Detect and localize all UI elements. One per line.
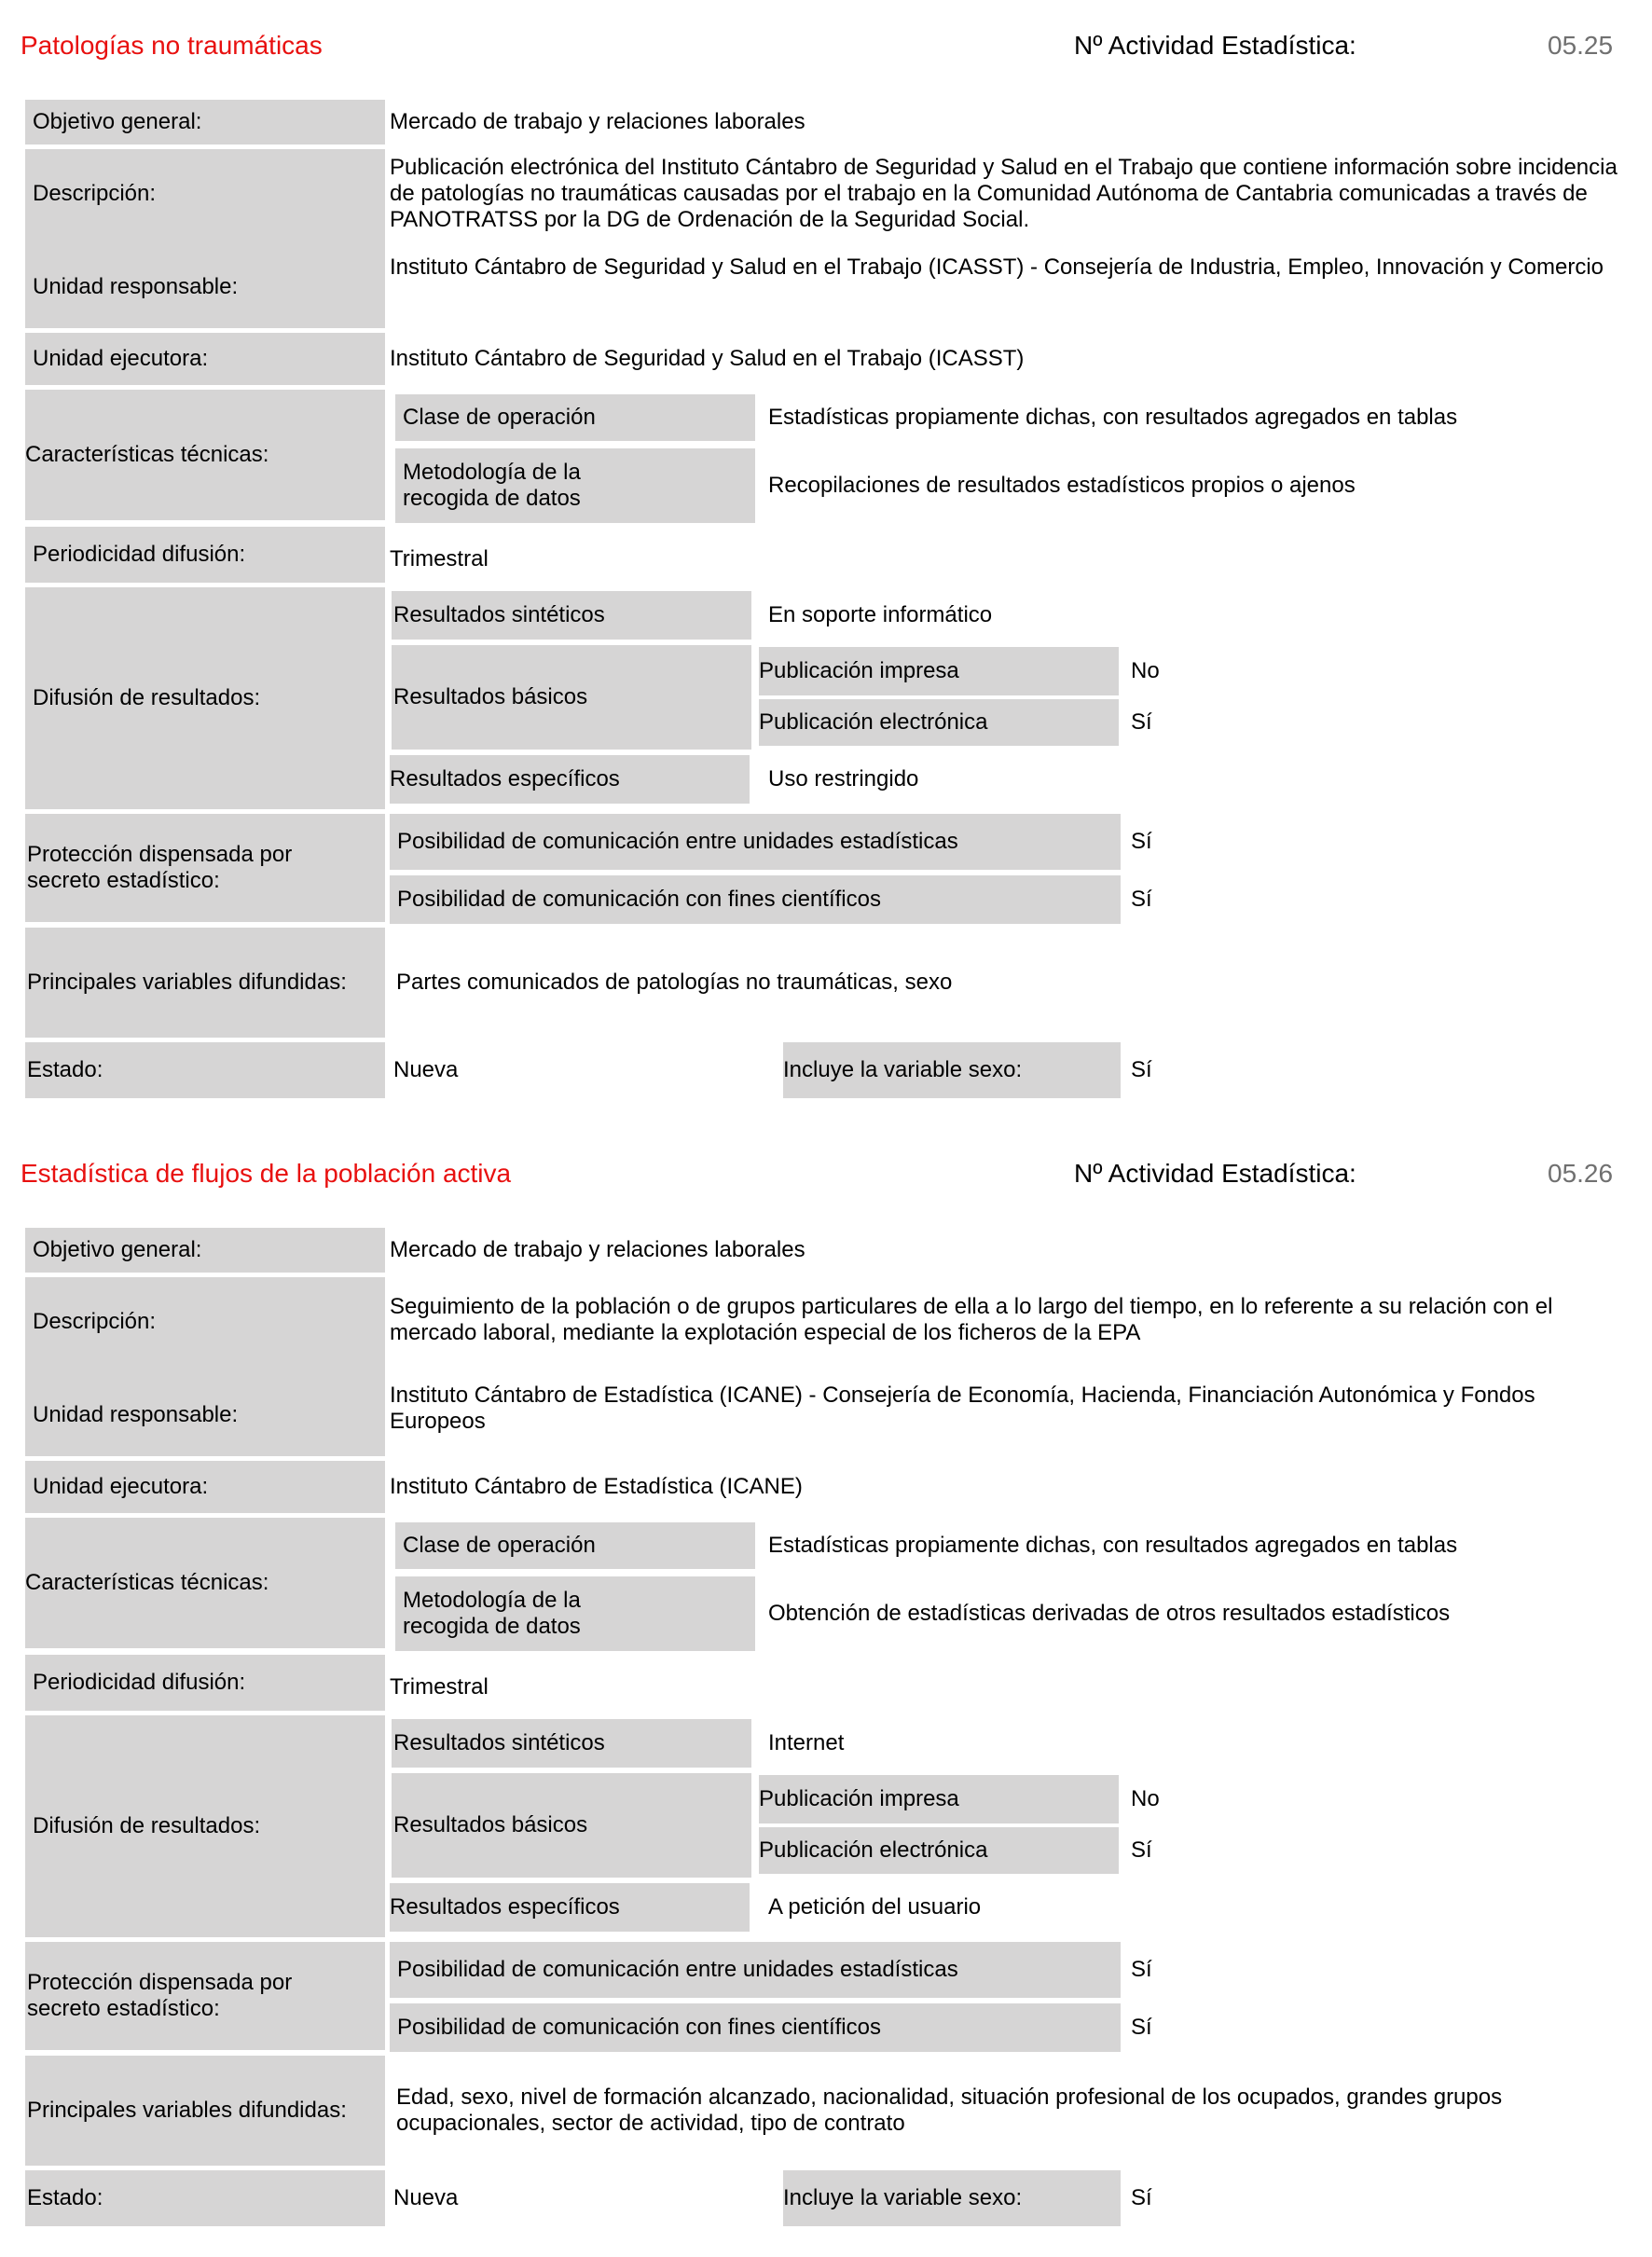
objetivo-label: Objetivo general: [25, 100, 385, 145]
periodicidad-label: Periodicidad difusión: [25, 1655, 385, 1711]
basicos-label: Resultados básicos [392, 645, 751, 750]
metodologia-value: Obtención de estadísticas derivadas de otros resultados estadísticos [768, 1601, 1451, 1626]
periodicidad-value: Trimestral [390, 546, 489, 571]
descripcion-value: Publicación electrónica del Instituto Cántabro de Seguridad y Salud en el Trabajo que contiene información sobre incidencia de patologías no traumáticas causadas por el trabajo en la Comunidad Autónoma de Cantabria comunicadas a través de PANOTRATSS por la DG de Ordenación de la Seguridad Social. [390, 155, 1618, 232]
estado-label: Estado: [25, 2170, 385, 2226]
difusion-label: Difusión de resultados: [25, 587, 385, 809]
descripcion-label: Descripción: [25, 149, 385, 239]
variables-label: Principales variables difundidas: [25, 2056, 385, 2166]
cientificos-label: Posibilidad de comunicación con fines científicos [390, 2003, 1121, 2052]
incluye-sexo-value: Sí [1131, 1057, 1152, 1082]
clase-operacion-label: Clase de operación [395, 394, 755, 441]
activity-number: 05.26 [1548, 1159, 1614, 1188]
unidades-value: Sí [1131, 829, 1152, 854]
proteccion-label [25, 1942, 385, 2050]
cientificos-value: Sí [1131, 2015, 1152, 2040]
especificos-label: Resultados específicos [390, 1883, 750, 1932]
variables-value: Edad, sexo, nivel de formación alcanzado, nacionalidad, situación profesional de los ocupados, grandes grupos ocupacionales, sector de actividad, tipo de contrato [396, 2085, 1503, 2136]
cientificos-label: Posibilidad de comunicación con fines científicos [390, 875, 1121, 924]
unidad-ejecutora-value: Instituto Cántabro de Estadística (ICANE) [390, 1474, 803, 1499]
variables-value: Partes comunicados de patologías no traumáticas, sexo [396, 970, 953, 995]
unidad-ejecutora-label: Unidad ejecutora: [25, 333, 385, 385]
caracteristicas-label: Características técnicas: [25, 390, 385, 520]
electronica-label: Publicación electrónica [759, 1827, 1119, 1874]
objetivo-label: Objetivo general: [25, 1228, 385, 1273]
variables-label: Principales variables difundidas: [25, 928, 385, 1038]
especificos-label: Resultados específicos [390, 755, 750, 804]
electronica-label: Publicación electrónica [759, 699, 1119, 746]
basicos-label: Resultados básicos [392, 1773, 751, 1878]
incluye-sexo-label: Incluye la variable sexo: [783, 1042, 1121, 1098]
especificos-value: A petición del usuario [768, 1894, 982, 1920]
proteccion-label [25, 814, 385, 922]
unidad-responsable-label: Unidad responsable: [25, 246, 385, 328]
periodicidad-label: Periodicidad difusión: [25, 527, 385, 583]
activity-number-label: Nº Actividad Estadística: [1074, 1159, 1356, 1188]
metodologia-label [395, 1576, 755, 1651]
electronica-value: Sí [1131, 1837, 1152, 1863]
descripcion-label: Descripción: [25, 1277, 385, 1367]
incluye-sexo-value: Sí [1131, 2185, 1152, 2210]
impresa-value: No [1131, 1786, 1160, 1811]
sinteticos-value: En soporte informático [768, 602, 993, 627]
unidades-label: Posibilidad de comunicación entre unidades estadísticas [390, 1942, 1121, 1998]
unidad-ejecutora-label: Unidad ejecutora: [25, 1461, 385, 1513]
estado-label: Estado: [25, 1042, 385, 1098]
sinteticos-value: Internet [768, 1730, 845, 1755]
impresa-label: Publicación impresa [759, 647, 1119, 695]
objetivo-value: Mercado de trabajo y relaciones laborales [390, 1237, 805, 1262]
objetivo-value: Mercado de trabajo y relaciones laborales [390, 109, 805, 134]
periodicidad-value: Trimestral [390, 1674, 489, 1700]
clase-operacion-value: Estadísticas propiamente dichas, con resultados agregados en tablas [768, 1533, 1458, 1558]
unidad-responsable-value: Instituto Cántabro de Estadística (ICANE) - Consejería de Economía, Hacienda, Financiación Autonómica y Fondos Europeos [390, 1383, 1535, 1434]
record-title: Patologías no traumáticas [21, 31, 323, 60]
activity-number: 05.25 [1548, 31, 1614, 60]
estado-value: Nueva [393, 1057, 459, 1082]
estado-value: Nueva [393, 2185, 459, 2210]
unidades-label: Posibilidad de comunicación entre unidades estadísticas [390, 814, 1121, 870]
sinteticos-label: Resultados sintéticos [392, 591, 751, 640]
unidad-responsable-value: Instituto Cántabro de Seguridad y Salud en el Trabajo (ICASST) - Consejería de Industria, Empleo, Innovación y Comercio [390, 255, 1604, 280]
metodologia-label-text: Metodología de la recogida de datos [403, 1588, 581, 1639]
caracteristicas-label: Características técnicas: [25, 1518, 385, 1648]
cientificos-value: Sí [1131, 887, 1152, 912]
clase-operacion-label: Clase de operación [395, 1522, 755, 1569]
descripcion-value: Seguimiento de la población o de grupos particulares de ella a lo largo del tiempo, en lo referente a su relación con el mercado laboral, mediante la explotación especial de los ficheros de la EPA [390, 1294, 1553, 1345]
clase-operacion-value: Estadísticas propiamente dichas, con resultados agregados en tablas [768, 405, 1458, 430]
unidades-value: Sí [1131, 1957, 1152, 1982]
unidad-responsable-label: Unidad responsable: [25, 1374, 385, 1456]
proteccion-label-text: Protección dispensada por secreto estadístico: [27, 1970, 293, 2021]
incluye-sexo-label: Incluye la variable sexo: [783, 2170, 1121, 2226]
especificos-value: Uso restringido [768, 766, 919, 791]
metodologia-value: Recopilaciones de resultados estadísticos propios o ajenos [768, 473, 1356, 498]
proteccion-label-text: Protección dispensada por secreto estadístico: [27, 842, 293, 893]
impresa-value: No [1131, 658, 1160, 683]
sinteticos-label: Resultados sintéticos [392, 1719, 751, 1768]
unidad-ejecutora-value: Instituto Cántabro de Seguridad y Salud en el Trabajo (ICASST) [390, 346, 1025, 371]
activity-number-label: Nº Actividad Estadística: [1074, 31, 1356, 60]
record-title: Estadística de flujos de la población activa [21, 1159, 512, 1188]
impresa-label: Publicación impresa [759, 1775, 1119, 1823]
metodologia-label [395, 448, 755, 523]
electronica-value: Sí [1131, 709, 1152, 735]
difusion-label: Difusión de resultados: [25, 1715, 385, 1937]
metodologia-label-text: Metodología de la recogida de datos [403, 460, 581, 511]
